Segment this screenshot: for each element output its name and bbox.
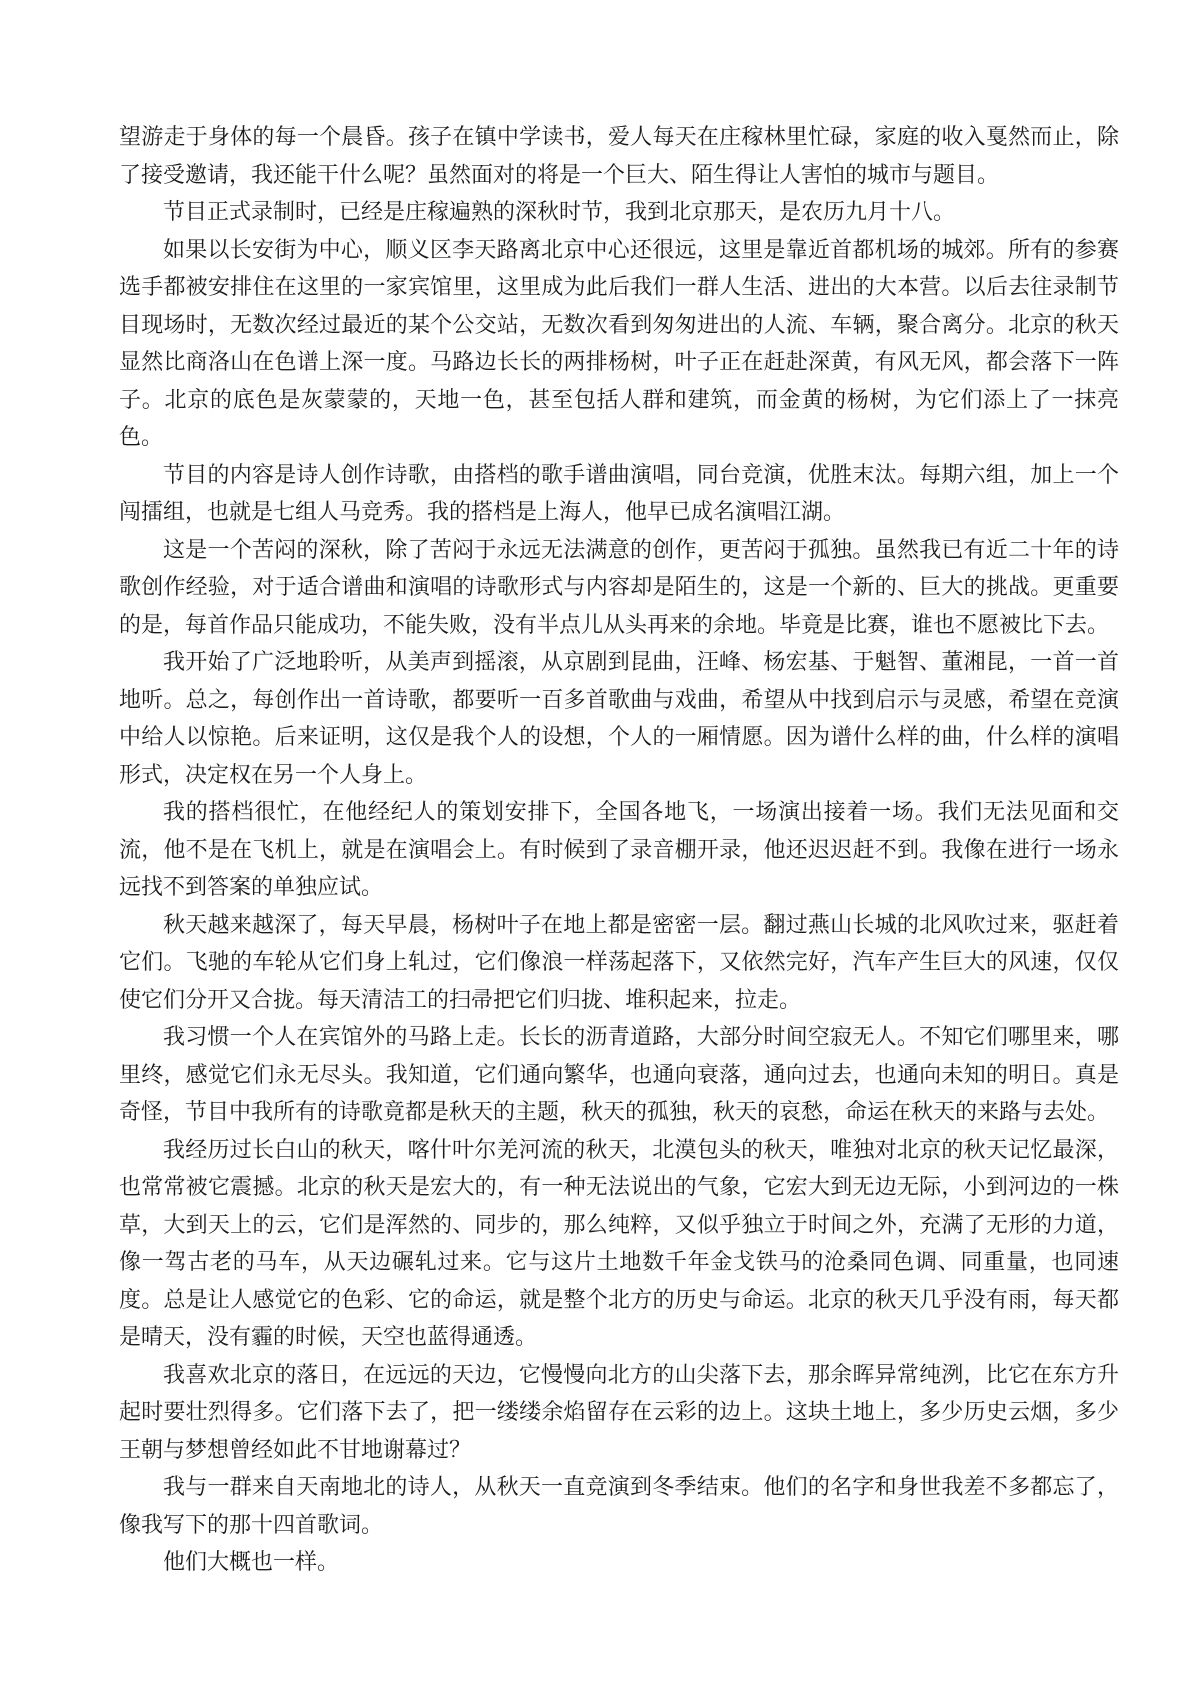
- paragraph-3: 如果以长安街为中心，顺义区李天路离北京中心还很远，这里是靠近首都机场的城郊。所有的参赛选手都被安排住在这里的一家宾馆里，这里成为此后我们一群人生活、进出的大本营。以后去往录制节目现场时，无数次经过最近的某个公交站，无数次看到匆匆进出的人流、车辆，聚合离分。北京的秋天显然比商洛山在色谱上深一度。马路边长长的两排杨树，叶子正在赶赴深黄，有风无风，都会落下一阵子。北京的底色是灰蒙蒙的，天地一色，甚至包括人群和建筑，而金黄的杨树，为它们添上了一抹亮色。: [119, 237, 1119, 450]
- paragraph-9: 我习惯一个人在宾馆外的马路上走。长长的沥青道路，大部分时间空寂无人。不知它们哪里来，哪里终，感觉它们永无尽头。我知道，它们通向繁华，也通向衰落，通向过去，也通向未知的明日。真是奇怪，节目中我所有的诗歌竟都是秋天的主题，秋天的孤独，秋天的哀愁，命运在秋天的来路与去处。: [119, 1025, 1119, 1125]
- article-body: [119, 119, 1119, 1582]
- paragraph-10: 我经历过长白山的秋天，喀什叶尔羌河流的秋天，北漠包头的秋天，唯独对北京的秋天记忆最深，也常常被它震撼。北京的秋天是宏大的，有一种无法说出的气象，它宏大到无边无际，小到河边的一株草，大到天上的云，它们是浑然的、同步的，那么纯粹，又似乎独立于时间之外，充满了无形的力道，像一驾古老的马车，从天边碾轧过来。它与这片土地数千年金戈铁马的沧桑同色调、同重量，也同速度。总是让人感觉它的色彩、它的命运，就是整个北方的历史与命运。北京的秋天几乎没有雨，每天都是晴天，没有霾的时候，天空也蓝得通透。: [119, 1137, 1119, 1350]
- paragraph-2: 节目正式录制时，已经是庄稼遍熟的深秋时节，我到北京那天，是农历九月十八。: [163, 200, 956, 225]
- paragraph-1: 望游走于身体的每一个晨昏。孩子在镇中学读书，爱人每天在庄稼林里忙碌，家庭的收入戛然而止，除了接受邀请，我还能干什么呢？虽然面对的将是一个巨大、陌生得让人害怕的城市与题目。: [119, 125, 1119, 188]
- paragraph-12: 我与一群来自天南地北的诗人，从秋天一直竞演到冬季结束。他们的名字和身世我差不多都忘了，像我写下的那十四首歌词。: [119, 1475, 1119, 1538]
- paragraph-7: 我的搭档很忙，在他经纪人的策划安排下，全国各地飞，一场演出接着一场。我们无法见面和交流，他不是在飞机上，就是在演唱会上。有时候到了录音棚开录，他还迟迟赶不到。我像在进行一场永远找不到答案的单独应试。: [119, 800, 1119, 900]
- paragraph-5: 这是一个苦闷的深秋，除了苦闷于永远无法满意的创作，更苦闷于孤独。虽然我已有近二十年的诗歌创作经验，对于适合谱曲和演唱的诗歌形式与内容却是陌生的，这是一个新的、巨大的挑战。更重要的是，每首作品只能成功，不能失败，没有半点儿从头再来的余地。毕竟是比赛，谁也不愿被比下去。: [119, 537, 1119, 638]
- paragraph-8: 秋天越来越深了，每天早晨，杨树叶子在地上都是密密一层。翻过燕山长城的北风吹过来，驱赶着它们。飞驰的车轮从它们身上轧过，它们像浪一样荡起落下，又依然完好，汽车产生巨大的风速，仅仅使它们分开又合拢。每天清洁工的扫帚把它们归拢、堆积起来，拉走。: [119, 912, 1119, 1013]
- paragraph-13: 他们大概也一样。: [163, 1550, 340, 1575]
- paragraph-11: 我喜欢北京的落日，在远远的天边，它慢慢向北方的山尖落下去，那余晖异常纯洌，比它在东方升起时要壮烈得多。它们落下去了，把一缕缕余焰留存在云彩的边上。这块土地上，多少历史云烟，多少王朝与梦想曾经如此不甘地谢幕过？: [119, 1362, 1119, 1463]
- paragraph-6: 我开始了广泛地聆听，从美声到摇滚，从京剧到昆曲，汪峰、杨宏基、于魁智、董湘昆，一首一首地听。总之，每创作出一首诗歌，都要听一百多首歌曲与戏曲，希望从中找到启示与灵感，希望在竞演中给人以惊艳。后来证明，这仅是我个人的设想，个人的一厢情愿。因为谱什么样的曲，什么样的演唱形式，决定权在另一个人身上。: [119, 650, 1119, 788]
- paragraph-4: 节目的内容是诗人创作诗歌，由搭档的歌手谱曲演唱，同台竞演，优胜末汰。每期六组，加上一个闯擂组，也就是七组人马竞秀。我的搭档是上海人，他早已成名演唱江湖。: [119, 462, 1119, 525]
